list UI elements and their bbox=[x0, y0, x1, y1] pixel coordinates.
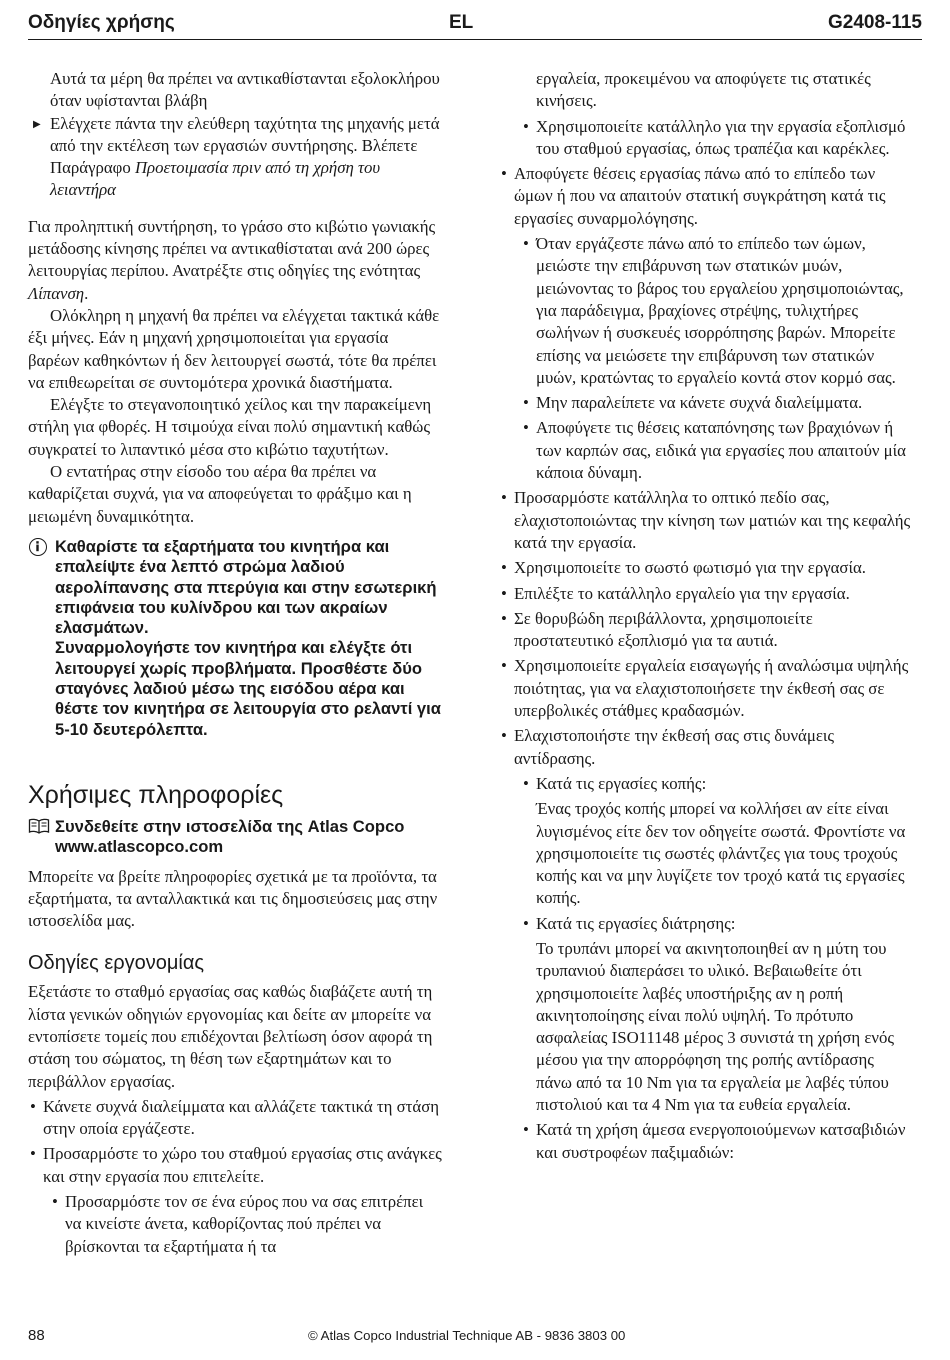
header-doc-number: G2408-115 bbox=[827, 12, 922, 33]
website-label: Συνδεθείτε στην ιστοσελίδα της Atlas Copco bbox=[55, 816, 405, 836]
subbullet-drilling: • Κατά τις εργασίες διάτρησης: bbox=[499, 913, 913, 935]
section-reference-link[interactable]: Προετοιμασία πριν από τη χρήση του λειαντήρα bbox=[50, 158, 381, 200]
paragraph-maintenance-grease bbox=[28, 216, 442, 305]
bullet-hearing: • Σε θορυβώδη περιβάλλοντα, χρησιμοποιείτε προστατευτικό εξοπλισμό για τα αυτιά. bbox=[499, 608, 913, 653]
page-header bbox=[28, 10, 922, 40]
info-icon bbox=[29, 538, 47, 556]
copyright-notice: © Atlas Copco Industrial Technique AB - 9836 3803 00 bbox=[308, 1328, 626, 1343]
website-reference bbox=[28, 817, 442, 858]
subbullet-static-load: • Όταν εργάζεστε πάνω από το επίπεδο των ώμων, μειώστε την επιβάρυνση των στατικών μυών, μειώνοντας το βάρος του εργαλείου χρησιμοποιώντας, για παράδειγμα, βραχίονες στρέψης, τυλιχτήρες σωλήνων ή συσκευές ισορρόπησης βαρών. Μπορείτε επίσης να μειώσετε την επιβάρυνση των στατικών μυών, κρατώντας το εργαλείο κοντά στον κορμό σας. bbox=[499, 233, 913, 389]
cutting-text: Ένας τροχός κοπής μπορεί να κολλήσει αν είτε είναι λυγισμένος είτε δεν τον οδηγείτε σωστά. Φροντίστε να χρησιμοποιείτε τις σωστές φλάντζες για τους τροχούς κοπής και να μην λυγίζετε τον τροχό κατά τις εργασίες κοπής. bbox=[536, 799, 906, 908]
useful-info-heading: Χρήσιμες πληροφορίες bbox=[28, 780, 284, 809]
drilling-text: Το τρυπάνι μπορεί να ακινητοποιηθεί αν η μύτη του τρυπανιού διαπεράσει το υλικό. Βεβαιωθείτε ότι χρησιμοποιείτε λαβές υποστήριξης αν η ροπή ακινητοποίησης είναι πολύ υψηλή. Το πρότυπο ασφαλείας ISO11148 μέρος 3 συνιστά τη χρήση ενός μέσου για την απορρόφηση της ροπής αντίδρασης πάνω από τα 10 Nm για τα εργαλεία με λαβές τύπου πιστολιού και τα 4 Nm για τα ευθεία εργαλεία. bbox=[536, 938, 895, 1115]
paragraph-air-strainer: Ο εντατήρας στην είσοδο του αέρα θα πρέπει να καθαρίζεται συχνά, για να αποφεύγεται το φράξιμο και η μειωμένη δυναμικότητα. bbox=[28, 462, 412, 526]
right-column bbox=[499, 68, 913, 1164]
paragraph-ergonomics-intro: Εξετάστε το σταθμό εργασίας σας καθώς διαβάζετε αυτή τη λίστα γενικών οδηγιών εργονομίας και δείτε αν μπορείτε να εντοπίσετε τομείς που επιδέχονται βελτίωση όσον αφορά τη στάση του σώματος, τη θέση των εξαρτημάτων και το περιβάλλον εργασίας. bbox=[28, 982, 433, 1091]
motor-note bbox=[28, 537, 442, 740]
bullet-vibration: • Χρησιμοποιείτε εργαλεία εισαγωγής ή αναλώσιμα υψηλής ποιότητας, για να ελαχιστοποιήσετε την έκθεσή σας σε υπερβολικές στάθμες κραδασμών. bbox=[499, 655, 913, 722]
motor-note-clean: Καθαρίστε τα εξαρτήματα του κινητήρα και επαλείψτε ένα λεπτό στρώμα λαδιού αερολίπανσης στα πτερύγια και στην εσωτερική επιφάνεια του κυλίνδρου και των ακραίων ελασμάτων. bbox=[55, 536, 437, 638]
bullet-workstation: • Προσαρμόστε το χώρο του σταθμού εργασίας στις ανάγκες και στην εργασία που επιτελείτε. bbox=[28, 1143, 442, 1188]
maintenance-grease-end: . bbox=[84, 283, 89, 303]
subbullet-cutting: • Κατά τις εργασίες κοπής: bbox=[499, 773, 913, 795]
arrow-instruction bbox=[28, 113, 442, 202]
bullet-shoulder-level: • Αποφύγετε θέσεις εργασίας πάνω από το επίπεδο των ώμων ή που να απαιτούν στατική συγκράτηση κατά τις εργασίες συναρμολόγησης. bbox=[499, 163, 913, 230]
paragraph-useful-info: Μπορείτε να βρείτε πληροφορίες σχετικά με τα προϊόντα, τα εξαρτήματα, τα ανταλλακτικά και τις δημοσιεύσεις μας στην ιστοσελίδα μας. bbox=[28, 866, 438, 931]
arrow-instruction-text: Ελέγχετε πάντα την ελεύθερη ταχύτητα της μηχανής μετά από την εκτέλεση των εργασιών συντήρησης. Βλέπετε Παράγραφο bbox=[50, 113, 440, 178]
bullet-lighting: • Χρησιμοποιείτε το σωστό φωτισμό για την εργασία. bbox=[499, 557, 913, 579]
subbullet-reach-continued: εργαλεία, προκειμένου να αποφύγετε τις στατικές κινήσεις. bbox=[536, 69, 871, 111]
motor-note-assemble: Συναρμολογήστε τον κινητήρα και ελέγξτε ότι λειτουργεί χωρίς προβλήματα. Προσθέστε δύο σταγόνες λαδιού μέσω της εισόδου αέρα και θέστε τον κινητήρα σε λειτουργία στο ρελαντί για 5-10 δευτερόλεπτα. bbox=[55, 638, 441, 739]
bullet-reaction-forces: • Ελαχιστοποιήστε την έκθεσή σας στις δυνάμεις αντίδρασης. bbox=[499, 725, 913, 770]
left-column bbox=[28, 68, 442, 1258]
subbullet-wrist: • Αποφύγετε τις θέσεις καταπόνησης των βραχιόνων ή των καρπών σας, ειδικά για εργασίες που απαιτούν μία κάποια δύναμη. bbox=[499, 417, 913, 484]
book-icon bbox=[28, 818, 50, 835]
bullet-visual-field: • Προσαρμόστε κατάλληλα το οπτικό πεδίο σας, ελαχιστοποιώντας την κίνηση των ματιών και της κεφαλής κατά την εργασία. bbox=[499, 487, 913, 554]
paragraph-seal-check: Ελέγξτε το στεγανοποιητικό χείλος και την παρακείμενη στήλη για φθορές. Η τσιμούχα είναι πολύ σημαντική καθώς συγκρατεί το λιπαντικό μέσα στο κιβώτιο ταχυτήτων. bbox=[28, 395, 432, 459]
page-number: 88 bbox=[28, 1327, 45, 1344]
subbullet-equipment: • Χρησιμοποιείτε κατάλληλο για την εργασία εξοπλισμό του σταθμού εργασίας, όπως τραπέζια και καρέκλες. bbox=[499, 116, 913, 161]
subbullet-screwdrivers: • Κατά τη χρήση άμεσα ενεργοποιούμενων κατσαβιδιών και συστροφέων παξιμαδιών: bbox=[499, 1119, 913, 1164]
subbullet-breaks: • Μην παραλείπετε να κάνετε συχνά διαλείμματα. bbox=[499, 392, 913, 414]
bullet-tool-choice: • Επιλέξτε το κατάλληλο εργαλείο για την εργασία. bbox=[499, 583, 913, 605]
website-url[interactable]: www.atlascopco.com bbox=[55, 837, 224, 857]
ergonomics-heading: Οδηγίες εργονομίας bbox=[28, 952, 205, 975]
bullet-breaks: • Κάνετε συχνά διαλείμματα και αλλάζετε τακτικά τη στάση στην οποία εργάζεστε. bbox=[28, 1096, 442, 1141]
paragraph-parts-replace: Αυτά τα μέρη θα πρέπει να αντικαθίστανται εξολοκλήρου όταν υφίστανται βλάβη bbox=[50, 69, 440, 111]
maintenance-grease-text: Για προληπτική συντήρηση, το γράσο στο κιβώτιο γωνιακής μετάδοσης κίνησης πρέπει να αντικαθίσταται ανά 200 ώρες λειτουργίας περίπου. Ανατρέξτε στις οδηγίες της ενότητας bbox=[28, 216, 436, 281]
paragraph-machine-check: Ολόκληρη η μηχανή θα πρέπει να ελέγχεται τακτικά κάθε έξι μήνες. Εάν η μηχανή χρησιμοποιείται για εργασία βαρέων καθηκόντων ή δεν λειτουργεί σωστά, τότε θα πρέπει να επιθεωρείται σε συντομότερα χρονικά διαστήματα. bbox=[28, 305, 440, 392]
lubrication-link[interactable]: Λίπανση bbox=[28, 283, 85, 303]
header-doc-title: Οδηγίες χρήσης bbox=[28, 12, 175, 33]
subbullet-reach: • Προσαρμόστε τον σε ένα εύρος που να σας επιτρέπει να κινείστε άνετα, καθορίζοντας πού πρέπει να βρίσκονται τα εξαρτήματα ή τα bbox=[28, 1191, 442, 1258]
header-language: EL bbox=[449, 12, 474, 33]
